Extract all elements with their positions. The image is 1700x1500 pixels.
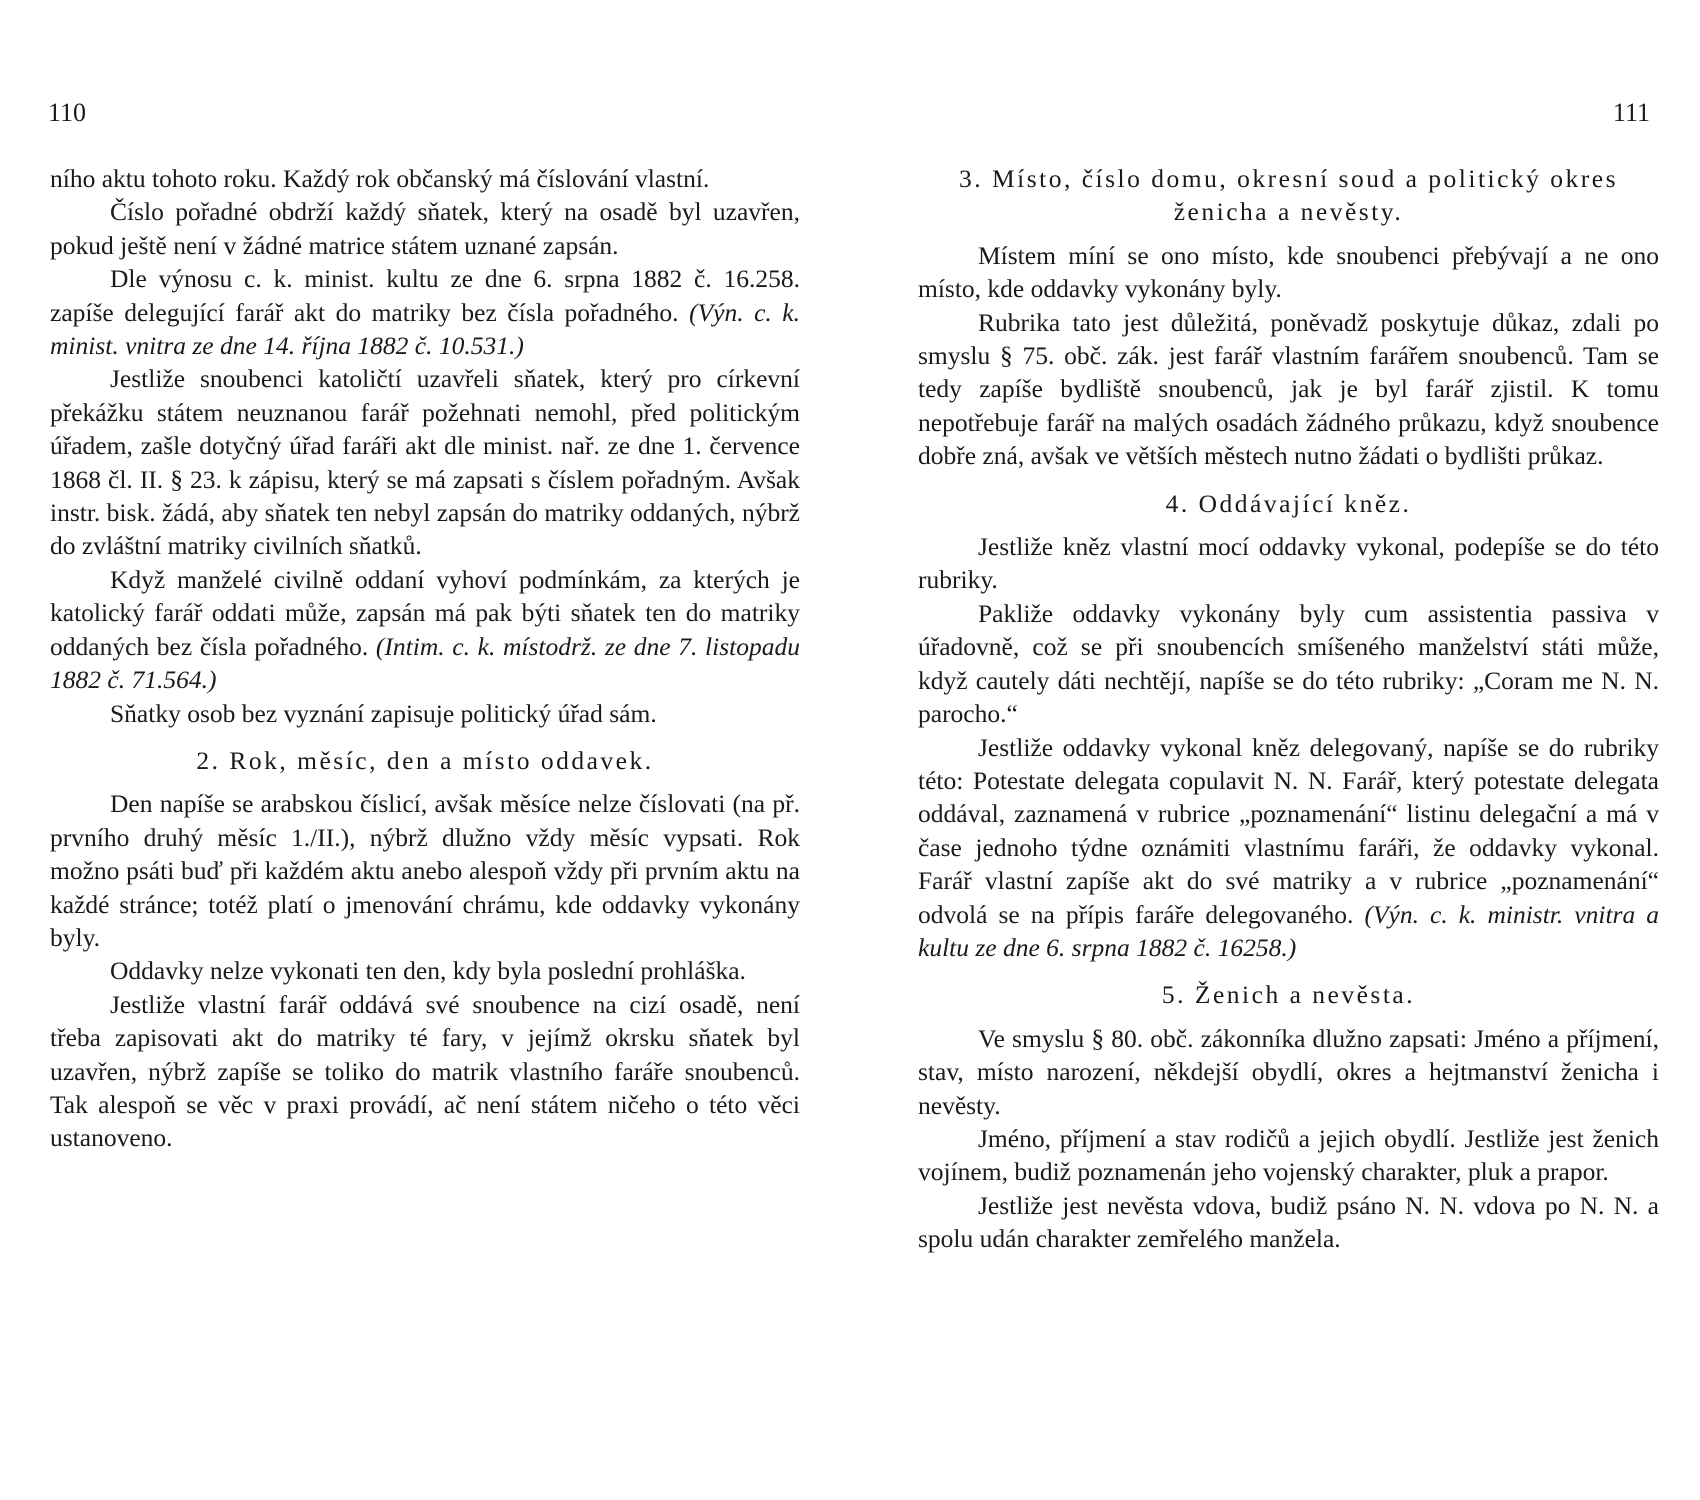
paragraph-text: Když manželé civilně oddaní vyhoví podmínkám, za kterých je katolický farář oddati může, zapsán má pak býti sňatek ten do matriky oddaných bez čísla pořadného. [50, 564, 800, 661]
paragraph: Rubrika tato jest důležitá, poněvadž poskytuje důkaz, zdali po smyslu § 75. obč. zák. jest farář vlastním farářem snoubenců. Tam se tedy zapíše bydliště snoubenců, jak je byl farář zjistil. K tomu nepotřebuje farář na malých osadách žádného průkazu, když snoubence dobře zná, avšak ve větších městech nutno žádati o bydlišti průkaz. [918, 307, 1659, 471]
paragraph: Číslo pořadné obdrží každý sňatek, který na osadě byl uzavřen, pokud ještě není v žádné matrice státem uznané zapsán. [50, 197, 800, 260]
paragraph: Pakliže oddavky vykonány byly cum assistentia passiva v úřadovně, což se při snoubencích smíšeného manželství státi může, když cautely dáti nechtějí, napíše se do této rubriky: „Coram me N. N. parocho.“ [918, 598, 1659, 729]
paragraph: Jestliže snoubenci katoličtí uzavřeli sňatek, který pro církevní překážku státem neuznanou farář požehnati nemohl, před politickým úřadem, zašle dotyčný úřad faráři akt dle minist. nař. ze dne 1. července 1868 čl. II. § 23. k zápisu, který se má zapsati s číslem pořadným. Avšak instr. bisk. žádá, aby sňatek ten nebyl zapsán do matriky oddaných, nýbrž do zvláštní matriky civilních sňatků. [50, 364, 800, 561]
paragraph: Den napíše se arabskou číslicí, avšak měsíce nelze číslovati (na př. prvního druhý měsíc 1./II.), nýbrž dlužno vždy měsíc vypsati. Rok možno psáti buď při každém aktu anebo alespoň vždy při prvním aktu na každé stránce; totéž platí o jmenování chrámu, kde oddavky vykonány byly. [50, 789, 800, 952]
page-number-left: 110 [48, 98, 87, 127]
paragraph-text: Dle výnosu c. k. minist. kultu ze dne 6. srpna 1882 č. 16.258. zapíše delegující farář akt do matriky bez čísla pořadného. [50, 264, 800, 327]
paragraph: Jestliže vlastní farář oddává své snoubence na cizí osadě, není třeba zapisovati akt do matriky té fary, v jejímž okrsku sňatek byl uzavřen, nýbrž zapíše se toliko do matrik vlastního faráře snoubenců. Tak alespoň se věc v praxi provádí, ač není státem ničeho o této věci ustanoveno. [50, 989, 800, 1153]
left-text-column [50, 162, 800, 1155]
paragraph-text: Jestliže oddavky vykonal kněz delegovaný, napíše se do rubriky této: Potestate delegata copulavit N. N. Farář, který potestate delegata oddával, zaznamená v rubrice „poznamenání“ listinu delegační a má v čase jednoho týdne oznámiti vlastnímu faráři, že oddavky vykonal. Farář vlastní zapíše akt do své matriky a v rubrice „poznamenání“ odvolá se na přípis faráře delegovaného. [918, 732, 1659, 929]
paragraph: Oddavky nelze vykonati ten den, kdy byla poslední prohláška. [110, 956, 746, 986]
right-text-column [918, 162, 1659, 1256]
right-page [850, 0, 1700, 1500]
paragraph: Místem míní se ono místo, kde snoubenci přebývají a ne ono místo, kde oddavky vykonány byly. [918, 240, 1659, 304]
paragraph [50, 262, 800, 362]
citation: (Výn. c. k. minist. vnitra ze dne 14. října 1882 č. 10.531.) [50, 297, 801, 361]
paragraph: Jestliže jest nevěsta vdova, budiž psáno N. N. vdova po N. N. a spolu udán charakter zemřelého manžela. [918, 1190, 1659, 1254]
paragraph [918, 731, 1659, 965]
page-number-right: 111 [1612, 98, 1650, 127]
paragraph: Jméno, příjmení a stav rodičů a jejich obydlí. Jestliže jest ženich vojínem, budiž poznamenán jeho vojenský charakter, pluk a prapor. [918, 1123, 1659, 1187]
section-heading: 2. Rok, měsíc, den a místo oddavek. [196, 745, 654, 775]
citation: (Intim. c. k. místodrž. ze dne 7. listopadu 1882 č. 71.564.) [50, 631, 800, 695]
section-heading: 5. Ženich a nevěsta. [1161, 980, 1416, 1010]
paragraph: Ve smyslu § 80. obč. zákonníka dlužno zapsati: Jméno a příjmení, stav, místo narození, někdejší obydlí, okres a hejtmanství ženicha i nevěsty. [918, 1023, 1659, 1120]
section-heading: 4. Oddávající kněz. [1165, 488, 1412, 518]
paragraph: Sňatky osob bez vyznání zapisuje politický úřad sám. [110, 698, 657, 728]
citation: (Výn. c. k. ministr. vnitra a kultu ze dne 6. srpna 1882 č. 16258.) [918, 899, 1660, 962]
paragraph [50, 563, 800, 697]
paragraph: ního aktu tohoto roku. Každý rok občanský má číslování vlastní. [50, 164, 710, 193]
paragraph: Jestliže kněz vlastní mocí oddavky vykonal, podepíše se do této rubriky. [918, 532, 1659, 595]
section-heading: 3. Místo, číslo domu, okresní soud a politický okres ženicha a nevěsty. [958, 164, 1619, 227]
